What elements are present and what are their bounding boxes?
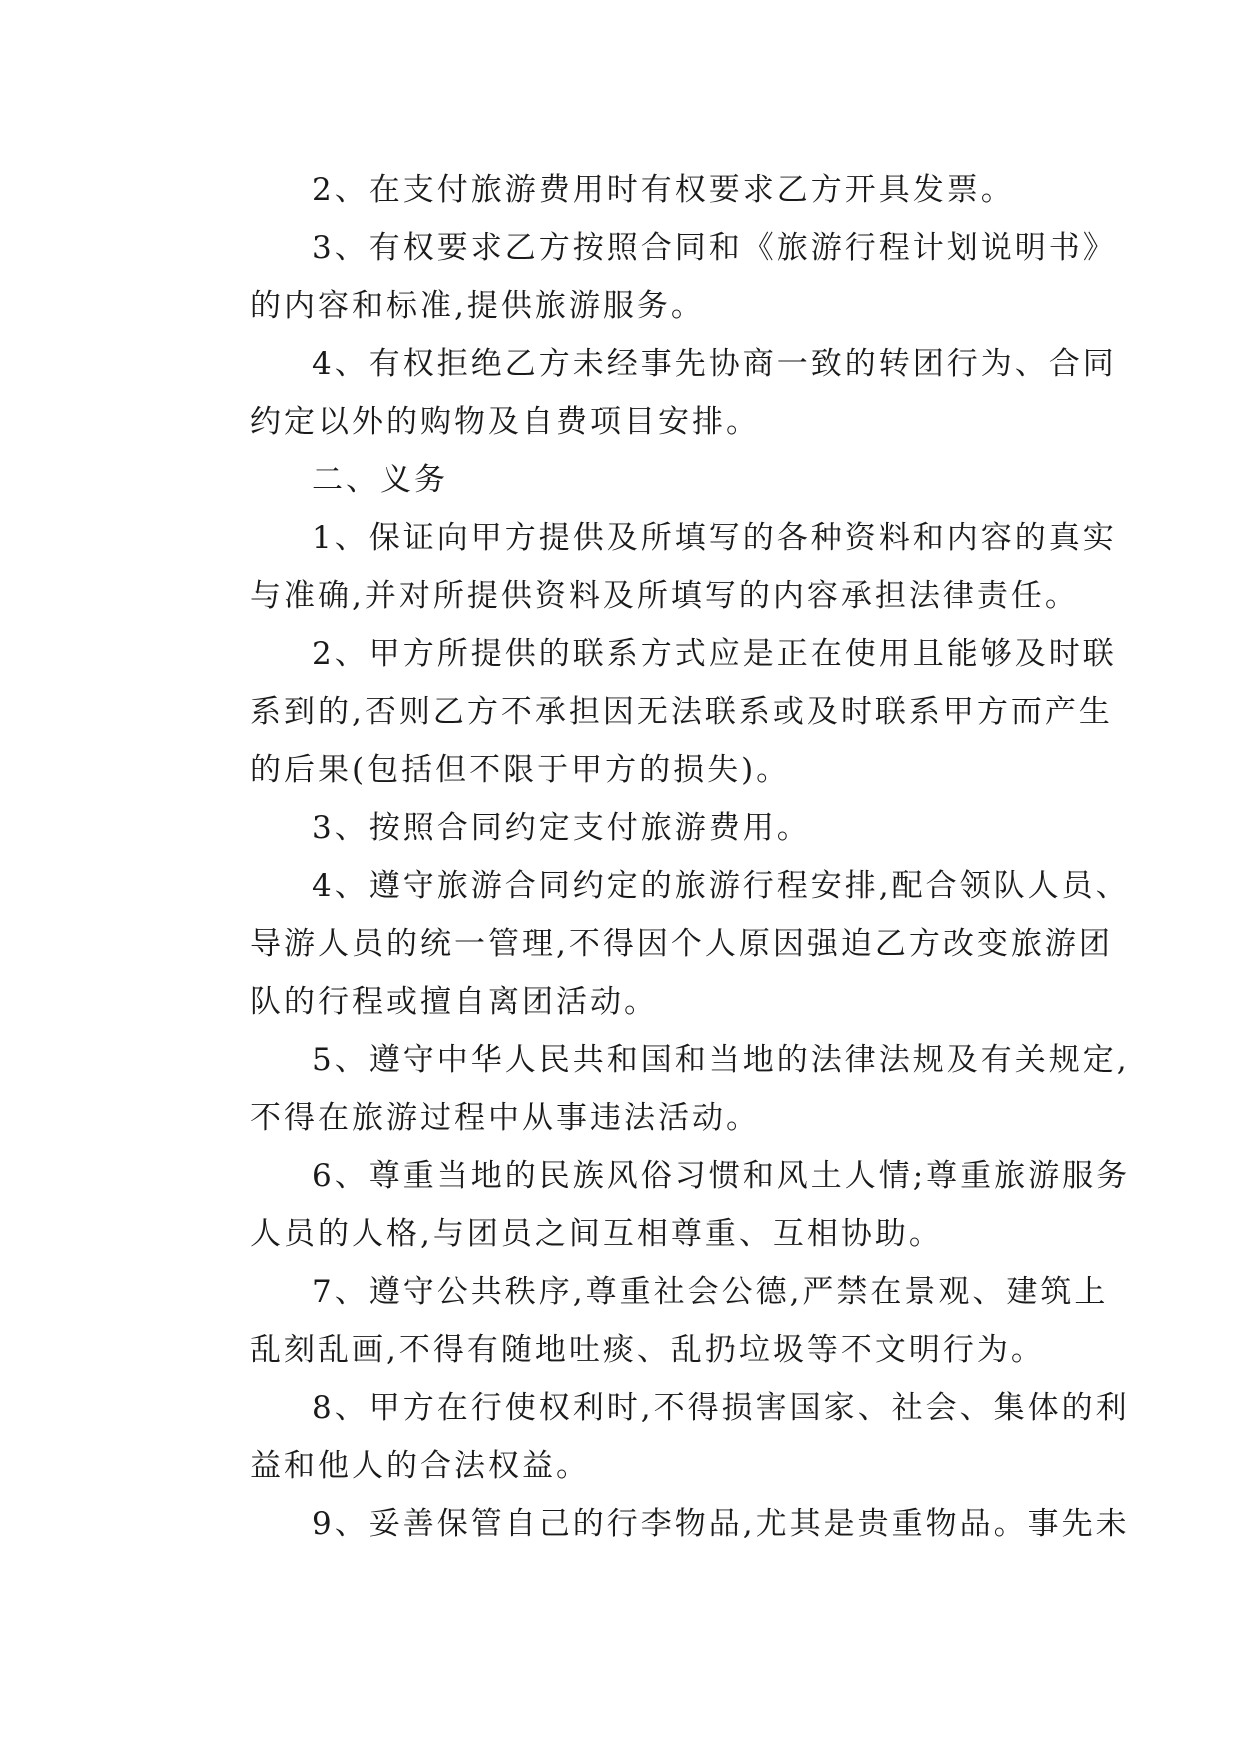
paragraph-right-2 (188, 161, 1058, 219)
paragraph-line: 7、遵守公共秩序,尊重社会公德,严禁在景观、建筑上 (312, 1274, 1109, 1310)
paragraph-line: 6、尊重当地的民族风俗习惯和风土人情;尊重旅游服务 (312, 1158, 1131, 1194)
paragraph-line: 3、有权要求乙方按照合同和《旅游行程计划说明书》 (312, 230, 1117, 266)
paragraph-line: 的后果(包括但不限于甲方的损失)。 (250, 752, 791, 788)
paragraph-line: 的内容和标准,提供旅游服务。 (250, 288, 705, 324)
paragraph-line: 2、甲方所提供的联系方式应是正在使用且能够及时联 (312, 636, 1117, 672)
paragraph-line: 2、在支付旅游费用时有权要求乙方开具发票。 (312, 172, 1015, 208)
paragraph-obligation-1 (188, 509, 1117, 625)
paragraph-line: 人员的人格,与团员之间互相尊重、互相协助。 (250, 1216, 943, 1252)
paragraph-line: 乱刻乱画,不得有随地吐痰、乱扔垃圾等不文明行为。 (250, 1332, 1045, 1368)
paragraph-line: 与准确,并对所提供资料及所填写的内容承担法律责任。 (250, 578, 1079, 614)
paragraph-line: 4、有权拒绝乙方未经事先协商一致的转团行为、合同 (312, 346, 1117, 382)
paragraph-obligation-7 (188, 1263, 1109, 1379)
document-body (188, 161, 1131, 1553)
paragraph-line: 1、保证向甲方提供及所填写的各种资料和内容的真实 (312, 520, 1117, 556)
paragraph-line: 不得在旅游过程中从事违法活动。 (250, 1100, 760, 1136)
paragraph-line: 队的行程或擅自离团活动。 (250, 984, 658, 1020)
paragraph-line: 导游人员的统一管理,不得因个人原因强迫乙方改变旅游团 (250, 926, 1113, 962)
paragraph-line: 4、遵守旅游合同约定的旅游行程安排,配合领队人员、 (312, 868, 1130, 904)
paragraph-line: 8、甲方在行使权利时,不得损害国家、社会、集体的利 (312, 1390, 1130, 1426)
paragraph-line: 系到的,否则乙方不承担因无法联系或及时联系甲方而产生 (250, 694, 1113, 730)
paragraph-obligation-2 (188, 625, 1117, 799)
paragraph-line: 5、遵守中华人民共和国和当地的法律法规及有关规定, (312, 1042, 1130, 1078)
paragraph-obligation-8 (188, 1379, 1130, 1495)
section-heading: 二、义务 (312, 462, 448, 498)
paragraph-obligation-6 (188, 1147, 1131, 1263)
paragraph-right-3 (188, 219, 1117, 335)
paragraph-right-4 (188, 335, 1117, 451)
paragraph-obligation-3 (188, 799, 1058, 857)
paragraph-obligation-5 (188, 1031, 1130, 1147)
paragraph-line: 3、按照合同约定支付旅游费用。 (312, 810, 811, 846)
paragraph-line: 约定以外的购物及自费项目安排。 (250, 404, 760, 440)
paragraph-obligation-9 (188, 1495, 1130, 1553)
section-heading-obligations (188, 451, 1058, 509)
paragraph-obligation-4 (188, 857, 1130, 1031)
paragraph-line: 9、妥善保管自己的行李物品,尤其是贵重物品。事先未 (312, 1506, 1130, 1542)
paragraph-line: 益和他人的合法权益。 (250, 1448, 590, 1484)
